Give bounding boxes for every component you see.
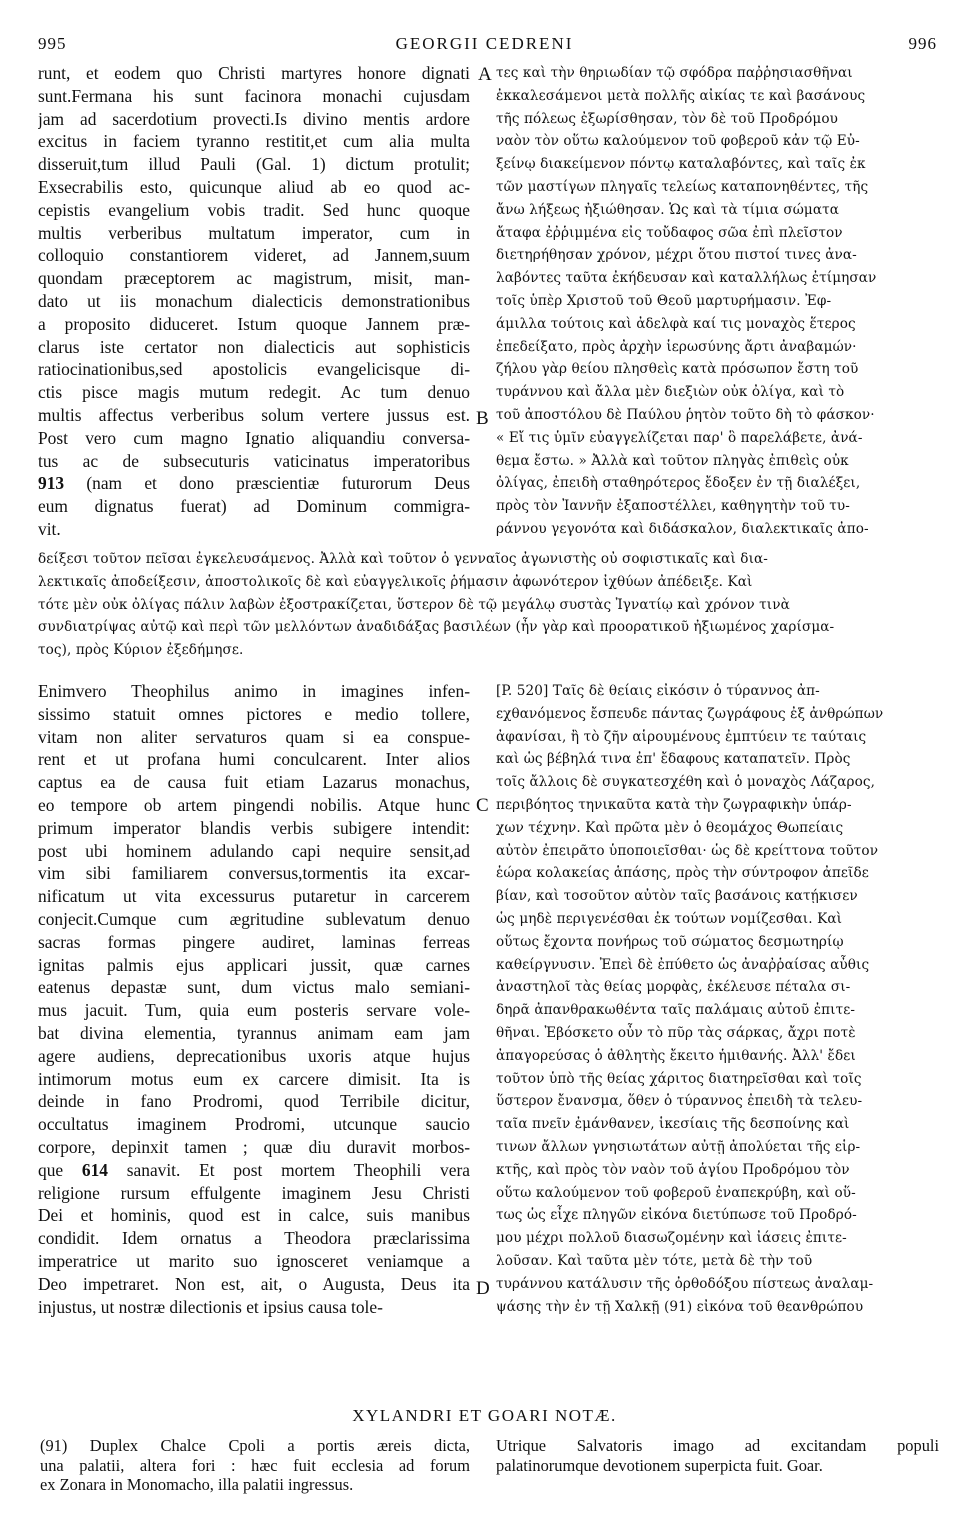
text-line: άμιλλα τούτοις καὶ ἀδελφὰ καί τις μοναχὸς ἕτερος <box>496 315 856 332</box>
text-line: excitus in faciem tyranno restitit,et cum alia multa <box>38 131 470 152</box>
text-line: palatinorumque devotionem superpicta fuit. Goar. <box>496 1455 823 1475</box>
margin-marker-d: D <box>476 1278 490 1299</box>
text-line: ναὸν τὸν οὕτω καλούμενον τοῦ φοβεροῦ κἀν τῷ Εὐ- <box>496 133 860 150</box>
text-line: λεκτικαῖς ἀποδείξεσιν, ἀποστολικοῖς δὲ καὶ εὐαγγελικοῖς ῥήμασιν ἀφωνότερον ἰχθύων ἀπέδειξε. Καὶ <box>38 573 753 590</box>
text-line: 913 (nam et dono præscientiæ futurorum Deus <box>38 473 470 494</box>
text-line: sacras formas pingere audiret, laminas ferreas <box>38 931 470 952</box>
text-line: ἄταφα ἐῤῥιμμένα εἰς τοὔδαφος σῶα ἐπὶ πλεῖστον <box>496 224 843 241</box>
latin-column-bottom <box>38 680 470 1318</box>
notes-heading: XYLANDRI ET GOARI NOTÆ. <box>352 1406 617 1425</box>
text-line: ἀναστηλοῖ τὰς θείας μορφὰς, ἐκέλευσε πέταλα σι- <box>496 979 851 996</box>
text-line: οὕτως ἔχοντα πονήρως τοῦ σώματος δεσμωτηρίῳ <box>496 933 844 950</box>
text-line: conjecit.Cumque cum ægritudine sublevatum denuo <box>38 908 470 929</box>
text-line: ignitas palmis ejus applicari jussit, quæ carnes <box>38 954 470 975</box>
text-line: multis affectus verberibus solum vertere jussus est. <box>38 404 470 425</box>
text-line: occultatus imaginem Prodromi, utcunque saucio <box>38 1114 470 1135</box>
text-line: ἀφανίσαι, ἢ τὸ ζῆν αἱρουμένους ἐμπτύειν τε ταύταις <box>496 728 867 745</box>
text-line: δηρᾶ ἀπανθρακωθέντα ταῖς παλάμαις αὐτοῦ ἐπιτε- <box>496 1002 856 1019</box>
text-line: διετηρήθησαν χρόνον, μέχρι ὅτου πιστοί τινες ἀνα- <box>496 247 857 264</box>
text-line: colloquio constantiorem videret, ad Jannem,suum <box>38 245 470 266</box>
text-line: « Εἴ τις ὑμῖν εὐαγγελίζεται παρ' ὃ παρελάβετε, ἀνά- <box>496 429 863 446</box>
text-line: eatenus depastæ sunt, dum victus malo semiani- <box>38 977 470 998</box>
text-line: bat divina elementia, tyrannus animam eam jam <box>38 1022 470 1043</box>
text-line: Dei et hominis, quod est in calce, suis manibus <box>38 1205 470 1226</box>
text-line: jam ad sacerdotium provecti.Is divino mentis ardore <box>38 108 470 129</box>
page-number-right: 996 <box>908 34 937 53</box>
margin-marker-b: B <box>476 408 489 429</box>
running-title: GEORGII CEDRENI <box>395 34 574 53</box>
text-line: sunt.Fermana his sunt facinora monachi cujusdam <box>38 85 470 106</box>
text-line: que 614 sanavit. Et post mortem Theophili vera <box>38 1159 470 1180</box>
text-line: ἐπεδείξατο, πρὸς ἀρχὴν ἱερωσύνης ἄρτι ἀναβαμών· <box>496 338 857 355</box>
text-line: condidit. Idem ornatus a Theodora præclarissima <box>38 1228 470 1249</box>
text-line: ράννου γεγονότα καὶ διδάσκαλον, διαλεκτικαῖς ἀπο- <box>496 520 869 537</box>
text-line: πρὸς τὸν Ἰαννῆν ἐξαποστέλλει, καθηγητὴν τοῦ τυ- <box>496 498 850 515</box>
text-line: corpore, depinxit tamen ; quæ diu duravit morbos- <box>38 1136 470 1157</box>
text-line: [P. 520] Ταῖς δὲ θείαις εἰκόσιν ὁ τύραννος ἀπ- <box>496 683 820 699</box>
text-line: ὀλίγας, ἐπειδὴ σταθηρότερος ἔδοξεν ἐν τῇ διαλέξει, <box>496 475 861 492</box>
text-line: λαβόντες ταῦτα ἐκήδευσαν καὶ καταλλήλως ἐτίμησαν <box>496 270 877 287</box>
text-line: θεμα ἔστω. » Ἀλλὰ καὶ τοῦτον πληγὰς ἐπιθεὶς οὐκ <box>496 452 849 469</box>
text-line: καθείργνυσιν. Ἐπεὶ δὲ ἐπύθετο ὡς ἀναῤῥαίσας αὖθις <box>496 956 870 973</box>
text-line: religione rursum effulgente imaginem Jesu Christi <box>38 1182 470 1203</box>
text-line: una palatii, altera fori : hæc fuit ecclesia ad forum <box>40 1455 470 1475</box>
note-left-column <box>40 1436 470 1495</box>
text-line: οὕτω καλούμενον τοῦ φοβεροῦ ἐναπεκρύβη, καὶ οὕ- <box>496 1184 856 1201</box>
text-line: δείξεσι τοῦτον πεῖσαι ἐγκελευσάμενος. Ἀλλὰ καὶ τοῦτον ὁ γενναῖος ἀγωνιστὴς οὐ σοφιστικαῖς καὶ δια- <box>38 551 768 567</box>
text-line: τοῦτον ὑπὸ τῆς θείας χάριτος διατηρεῖσθαι καὶ τοῖς <box>496 1070 862 1087</box>
text-line: τινων ἄλλων γνησιωτάτων αὐτῇ ἀπολύεται τῆς εἱρ- <box>496 1138 861 1155</box>
text-line: post ubi hominem adulando capi nequire sensit,ad <box>38 840 470 861</box>
text-line: τότε μὲν οὐκ ὀλίγας πάλιν λαβὼν ἐξοστρακίζεται, ὕστερον δὲ τῷ μεγάλῳ συστὰς Ἰγνατίῳ καὶ χρόνον τινὰ <box>38 596 790 613</box>
text-line: clarus iste certator non dialecticis aut sophisticis <box>38 336 470 357</box>
text-line: nificatum ut vita excessurus putaretur in carcerem <box>38 886 470 907</box>
latin-column-top <box>38 62 470 541</box>
text-line: κτῆς, καὶ πρὸς τὸν ναὸν τοῦ ἁγίου Προδρόμου τὸν <box>496 1161 850 1178</box>
text-line: quondam præceptorem ac magistrum, misit, man- <box>38 268 470 289</box>
text-line: τως ὡς εἶχε πληγῶν εἰκόνα διετύπωσε τοῦ Προδρό- <box>496 1207 857 1224</box>
text-line: Post vero cum magno Ignatio aliquandiu conversa- <box>38 427 470 448</box>
text-line: ratiocinationibus,sed apostolicis evangelicisque di- <box>38 359 470 380</box>
text-line: ctis pisce magis mutum redegit. Ac tum denuo <box>38 382 470 403</box>
text-line: αὐτὸν ἐπειρᾶτο ὑποποιεῖσθαι· ὡς δὲ κρείττονα τοῦτον <box>496 842 879 859</box>
text-line: τυράννου καὶ ἄλλα μὲν διεξιὼν οὐκ ὀλίγα, καὶ τὸ <box>496 384 845 401</box>
text-line: cepistis evangelium vobis tradit. Sed hunc quoque <box>38 199 470 220</box>
text-line: ἄνω λήξεως ἠξιώθησαν. Ὡς καὶ τὰ τίμια σώματα <box>496 201 840 218</box>
text-line: Exsecrabilis esto, quicunque aliud ab eo quod ac- <box>38 176 470 197</box>
text-line: τῶν μαστίγων πληγαῖς τελείως καταπονηθέντες, τῆς <box>496 178 869 195</box>
text-line: χων τέχνην. Καὶ πρῶτα μὲν ὁ θεομάχος Θωπείαις <box>496 819 844 836</box>
text-line: ταῖα πνεῖν ἐμάνθανεν, ἱκεσίαις τῆς δεσποίνης καὶ <box>496 1116 850 1133</box>
page-number-left: 995 <box>38 34 67 53</box>
text-line: ὕστερον ἔνανσμα, ὅθεν ὁ τύραννος ἐπειδὴ τὰ τελευ- <box>496 1093 863 1110</box>
text-line: captus ea de causa fuit etiam Lazarus monachus, <box>38 772 470 793</box>
text-line: τῆς πόλεως ἐξωρίσθησαν, τὸν δὲ τοῦ Προδρόμου <box>496 110 839 127</box>
text-line: sissimo statuit omnes pictores e medio tollere, <box>38 703 470 724</box>
greek-column-bottom <box>496 680 939 1318</box>
text-line: a proposito diduceret. Istum quoque Jannem præ- <box>38 313 470 334</box>
text-line: Deo impetraret. Non est, ait, o Augusta, Deus ita <box>38 1273 470 1294</box>
text-line: λοῦσαν. Καὶ ταῦτα μὲν τότε, μετὰ δὲ τὴν τοῦ <box>496 1252 813 1269</box>
text-line: θῆναι. Ἐβόσκετο οὖν τὸ πῦρ τὰς σάρκας, ἄχρι ποτὲ <box>496 1024 856 1041</box>
greek-column-top <box>496 62 939 541</box>
text-line: βίαν, καὶ τοσοῦτον αὐτὸν ταῖς βασάνοις κατῄκισεν <box>496 888 858 905</box>
text-line: ἀπαγορεύσας ὁ ἀθλητὴς ἔκειτο ἡμιθανής. Ἀλλ' ἔδει <box>496 1047 856 1064</box>
text-line: injustus, ut nostræ dilectionis et ipsius causa tole- <box>38 1296 383 1317</box>
text-line: agere audiens, deprecationibus uxoris atque hujus <box>38 1045 470 1066</box>
text-line: disseruit,tum illud Pauli (Gal. 1) dictum protulit; <box>38 154 470 175</box>
text-line: tus ac de subsecuturis vaticinatus imperatoribus <box>38 450 470 471</box>
text-line: deinde in fano Prodromi, quod Terribile dicitur, <box>38 1091 470 1112</box>
folio-number: 913 <box>38 473 65 494</box>
text-line: runt, et eodem quo Christi martyres honore dignati <box>38 63 470 83</box>
running-header <box>32 34 937 60</box>
text-line: ξείνῳ διακείμενον πόντῳ καταλαβόντες, καὶ ταῖς ἐκ <box>496 156 866 173</box>
folio-number: 614 <box>81 1159 108 1180</box>
text-line: imperatrice ut marito suo ignosceret veniamque a <box>38 1250 470 1271</box>
text-line: ζήλου γὰρ θείου πλησθεὶς κατὰ πρόσωπον ἔστη τοῦ <box>496 361 859 378</box>
text-line: εχθανόμενος ἔσπευδε πάντας ζωγράφους ἐξ ἀνθρώπων <box>496 705 884 722</box>
text-line: τοῦ ἀποστόλου δὲ Παύλου ῥητὸν τοῦτο δὴ τὸ φάσκον· <box>496 406 875 423</box>
text-line: rent et ut profana humi conculcarent. Inter alios <box>38 749 470 770</box>
text-line: ex Zonara in Monomacho, illa palatii ingressus. <box>40 1475 354 1494</box>
text-line: τοῖς ὑπὲρ Χριστοῦ τοῦ Θεοῦ μαρτυρήμασιν. Ἐφ- <box>496 292 832 309</box>
text-line: μου μέχρι πολλοῦ διασωζομένην καὶ ἰάσεις ἐπιτε- <box>496 1230 847 1247</box>
text-line: τοῖς ἄλλοις δὲ συγκατεσχέθη καὶ ὁ μοναχὸς Λάζαρος, <box>496 774 876 791</box>
text-line: vit. <box>38 518 61 539</box>
text-line: περιβόητος τηνικαῦτα κατὰ τὴν ζωγραφικὴν ὑπάρ- <box>496 796 852 813</box>
greek-full-width-passage <box>38 548 941 662</box>
text-line: τυράννου κατάλυσιν τῆς ὀρθοδόξου πίστεως ἀναλαμ- <box>496 1275 874 1292</box>
text-line: ψάσης τὴν ἐν τῇ Χαλκῇ (91) εἰκόνα τοῦ θεανθρώπου <box>496 1298 864 1315</box>
text-line: ἑώρα κολακείας ἁπάσης, πρὸς τὴν σύντροφον ἀπεῖδε <box>496 865 869 882</box>
text-line: ἐκκαλεσάμενοι μετὰ πολλῆς αἰκίας τε καὶ βασάνους <box>496 87 866 104</box>
text-line: eum dignatus fuerat) ad Dominum commigra- <box>38 496 470 517</box>
text-line: συνδιατρίψας αὐτῷ καὶ περὶ τῶν μελλόντων ἀναδιδάξας βασιλέων (ἦν γὰρ καὶ προορατικοῦ ἠξιωμένος χαρίσμα- <box>38 619 835 636</box>
margin-marker-a: A <box>478 64 492 85</box>
text-line: eo tempore ob artem pingendi nobilis. Atque hunc <box>38 794 470 815</box>
text-line: mus jacuit. Tum, quia eum posteris servare vole- <box>38 1000 470 1021</box>
note-right-column <box>496 1436 939 1475</box>
margin-marker-c: C <box>476 795 489 816</box>
text-line: (91) Duplex Chalce Cpoli a portis æreis dicta, <box>40 1436 470 1455</box>
text-line: dato ut iis monachum dialecticis demonstrationibus <box>38 290 470 311</box>
text-line: multis verberibus multatum imperator, cum in <box>38 222 470 243</box>
text-line: intimorum motus eum ex carcere dimisit. Ita is <box>38 1068 470 1089</box>
text-line: Utrique Salvatoris imago ad excitandam populi <box>496 1436 939 1455</box>
text-line: τες καὶ τὴν θηριωδίαν τῷ σφόδρα παῤῥησιασθῆναι <box>496 65 853 81</box>
text-line: vim sibi familiarem conversus,tormentis ita excar- <box>38 863 470 884</box>
text-line: τος), πρὸς Κύριον ἐξεδήμησε. <box>38 642 244 659</box>
text-line: primum imperator blandis verbis subigere intendit: <box>38 817 470 838</box>
text-line: vitam non aliter servaturos quam si ea conspue- <box>38 726 470 747</box>
text-line: ὡς μηδὲ περιγενέσθαι ἐκ τούτων νομίζεσθαι. Καὶ <box>496 910 843 927</box>
text-line: Enimvero Theophilus animo in imagines infen- <box>38 681 470 701</box>
text-line: καὶ ὡς βέβηλά τινα ἐπ' ἔδαφους καταπατεῖν. Πρὸς <box>496 751 851 768</box>
